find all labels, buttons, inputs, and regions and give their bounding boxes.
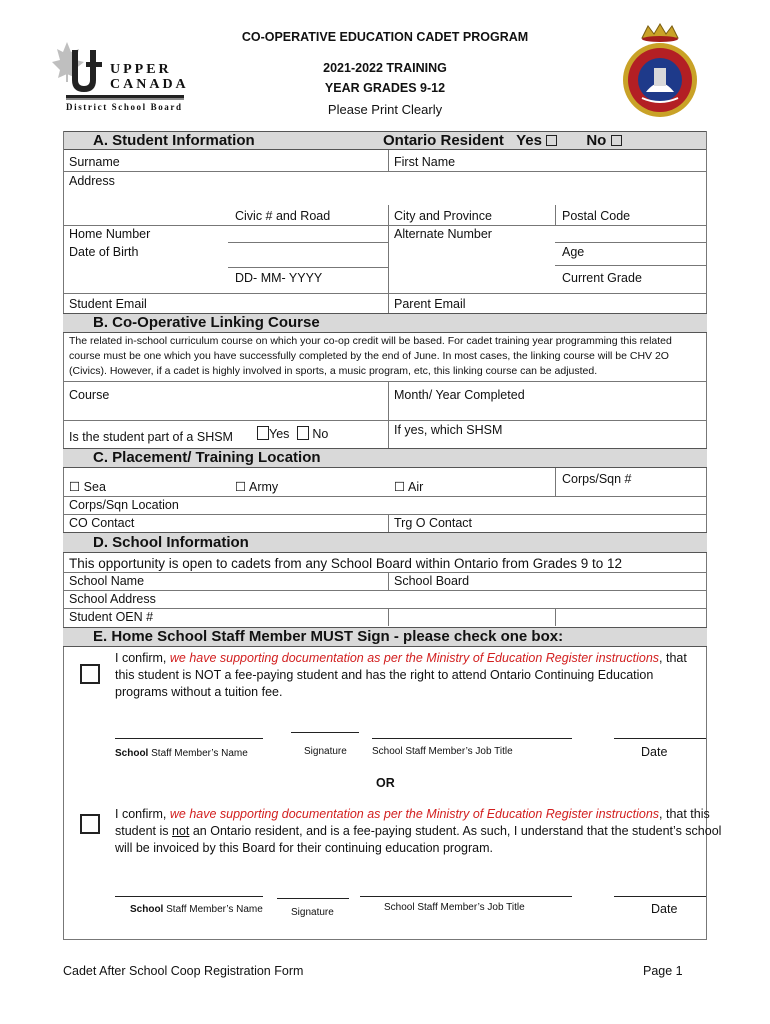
divider [63, 225, 707, 226]
section-d-band [63, 532, 707, 553]
shsm-question: Is the student part of a SHSM [69, 430, 233, 444]
signature-line [291, 732, 359, 733]
course-label: Course [69, 388, 110, 402]
signature-line [115, 896, 263, 897]
dob-line [228, 267, 388, 268]
divider [388, 205, 389, 313]
student-email-label: Student Email [69, 297, 147, 311]
section-e-title: E. Home School Staff Member MUST Sign - please check one box: [93, 628, 564, 645]
option1-text [115, 650, 707, 701]
age-label: Age [562, 245, 585, 259]
or-separator: OR [376, 776, 395, 790]
option2-red: we have supporting documentation as per the Ministry of Education Register instructions [169, 807, 660, 821]
option2-prefix: I confirm, [115, 807, 170, 821]
divider [63, 572, 707, 573]
resident-no-label: No [586, 132, 607, 149]
shsm-no-label: No [312, 427, 329, 441]
signature-line [115, 738, 263, 739]
option1-suffix: , that this student is NOT a fee-paying student and has the right to attend Ontario Continuing Education programs without a tuition fee. [115, 651, 687, 699]
signature-line [614, 738, 706, 739]
school-word: School [130, 904, 164, 915]
print-instruction: Please Print Clearly [327, 102, 443, 117]
divider [63, 590, 707, 591]
resident-no-checkbox[interactable] [611, 135, 622, 146]
divider [388, 514, 389, 532]
option1-red: we have supporting documentation as per the Ministry of Education Register instructions [169, 651, 660, 665]
section-c-band [63, 448, 707, 468]
ontario-resident-text: Ontario Resident [383, 132, 504, 149]
divider [63, 420, 707, 421]
corps-number-label: Corps/Sqn # [562, 472, 632, 486]
option2-not: not [171, 824, 190, 838]
signature-label-1: Signature [304, 746, 347, 757]
divider [555, 205, 556, 225]
job-title-label-1: School Staff Member’s Job Title [372, 746, 513, 757]
divider [555, 468, 556, 496]
divider [388, 150, 389, 172]
divider [388, 572, 389, 590]
school-board-label: School Board [394, 574, 470, 588]
logo-upper: UPPER [110, 62, 172, 77]
sea-option[interactable]: ☐ Sea [69, 480, 106, 494]
section-a-band [63, 131, 707, 150]
option2-mid: , that this student is [115, 807, 710, 838]
signature-line [277, 898, 349, 899]
section-a-title: A. Student Information [93, 132, 255, 149]
option2-checkbox[interactable] [80, 814, 100, 834]
surname-label: Surname [69, 155, 120, 169]
shsm-no-checkbox[interactable] [297, 426, 309, 440]
divider [388, 608, 389, 626]
ucdsb-logo [52, 40, 187, 115]
staff-name-text: Staff Member’s Name [148, 748, 248, 759]
home-number-label: Home Number [69, 227, 151, 241]
air-option[interactable]: ☐ Air [394, 480, 424, 494]
month-year-label: Month/ Year Completed [394, 388, 525, 402]
job-title-label-2: School Staff Member’s Job Title [384, 902, 525, 913]
program-title: CO-OPERATIVE EDUCATION CADET PROGRAM [241, 30, 529, 44]
date-label-2: Date [651, 902, 678, 916]
option1-prefix: I confirm, [115, 651, 170, 665]
home-number-line [228, 242, 388, 243]
parent-email-label: Parent Email [394, 297, 466, 311]
section-e-band [63, 627, 707, 647]
alternate-number-label: Alternate Number [394, 227, 492, 241]
signature-line [614, 896, 706, 897]
grades: YEAR GRADES 9-12 [324, 81, 446, 95]
alternate-line [555, 242, 706, 243]
school-address-label: School Address [69, 592, 156, 606]
staff-name-label-1 [115, 748, 248, 759]
training-year: 2021-2022 TRAINING [323, 61, 447, 75]
date-label-1: Date [641, 745, 668, 759]
divider [63, 171, 707, 172]
section-c-title: C. Placement/ Training Location [93, 449, 321, 466]
school-eligibility-note: This opportunity is open to cadets from any School Board within Ontario from Grades 9 to 12 [69, 556, 623, 571]
oen-label: Student OEN # [69, 610, 154, 624]
form-bottom-border [63, 939, 707, 940]
option1-checkbox[interactable] [80, 664, 100, 684]
option2-suffix: an Ontario resident, and is a fee-paying student. As such, I understand that the student’s school will be invoiced by this Board for their continuing education program. [115, 824, 722, 855]
logo-dsb: District School Board [66, 102, 183, 112]
section-d-title: D. School Information [93, 534, 249, 551]
dob-format: DD- MM- YYYY [235, 271, 323, 285]
crest-icon [620, 22, 700, 122]
school-name-label: School Name [69, 574, 145, 588]
resident-yes-label: Yes [516, 132, 542, 149]
corps-location-label: Corps/Sqn Location [69, 498, 179, 512]
divider [63, 608, 707, 609]
ontario-resident-label [383, 132, 622, 149]
signature-line [360, 896, 572, 897]
staff-name-label-2 [130, 904, 263, 915]
signature-line [372, 738, 572, 739]
signature-label-2: Signature [291, 907, 334, 918]
cadet-crest-logo [620, 22, 700, 122]
school-word: School [115, 748, 149, 759]
first-name-label: First Name [394, 155, 456, 169]
address-label: Address [69, 174, 115, 188]
divider [63, 293, 707, 294]
divider [63, 514, 707, 515]
army-option[interactable]: ☐ Army [235, 480, 279, 494]
resident-yes-checkbox[interactable] [546, 135, 557, 146]
footer-page-number: Page 1 [643, 964, 683, 978]
divider [63, 496, 707, 497]
divider [555, 608, 556, 626]
linking-course-description: The related in-school curriculum course on which your co-op credit will be based. For cadet training year programming this related course must be one which you have successfully completed by the end of June. In most cases, the linking course will be CHV 2O (Civics). However, if a cadet is highly involved in sports, a music program, etc, this linking course can be adjusted. [69, 335, 672, 377]
co-contact-label: CO Contact [69, 516, 135, 530]
city-label: City and Province [394, 209, 492, 223]
section-b-band [63, 313, 707, 333]
section-b-title: B. Co-Operative Linking Course [93, 314, 320, 331]
divider [63, 381, 707, 382]
staff-name-text: Staff Member’s Name [163, 904, 263, 915]
option2-text [115, 806, 727, 857]
shsm-yes-checkbox[interactable] [257, 426, 269, 440]
shsm-options [257, 426, 328, 441]
current-grade-label: Current Grade [562, 271, 642, 285]
age-line [555, 265, 706, 266]
shsm-yes-label: Yes [269, 427, 290, 441]
trg-contact-label: Trg O Contact [394, 516, 473, 530]
shsm-which-label: If yes, which SHSM [394, 423, 503, 437]
logo-canada: CANADA [110, 77, 189, 92]
footer-form-name: Cadet After School Coop Registration Form [63, 964, 304, 978]
postal-label: Postal Code [562, 209, 631, 223]
civic-label: Civic # and Road [235, 209, 331, 223]
dob-label: Date of Birth [69, 245, 139, 259]
divider [388, 381, 389, 448]
